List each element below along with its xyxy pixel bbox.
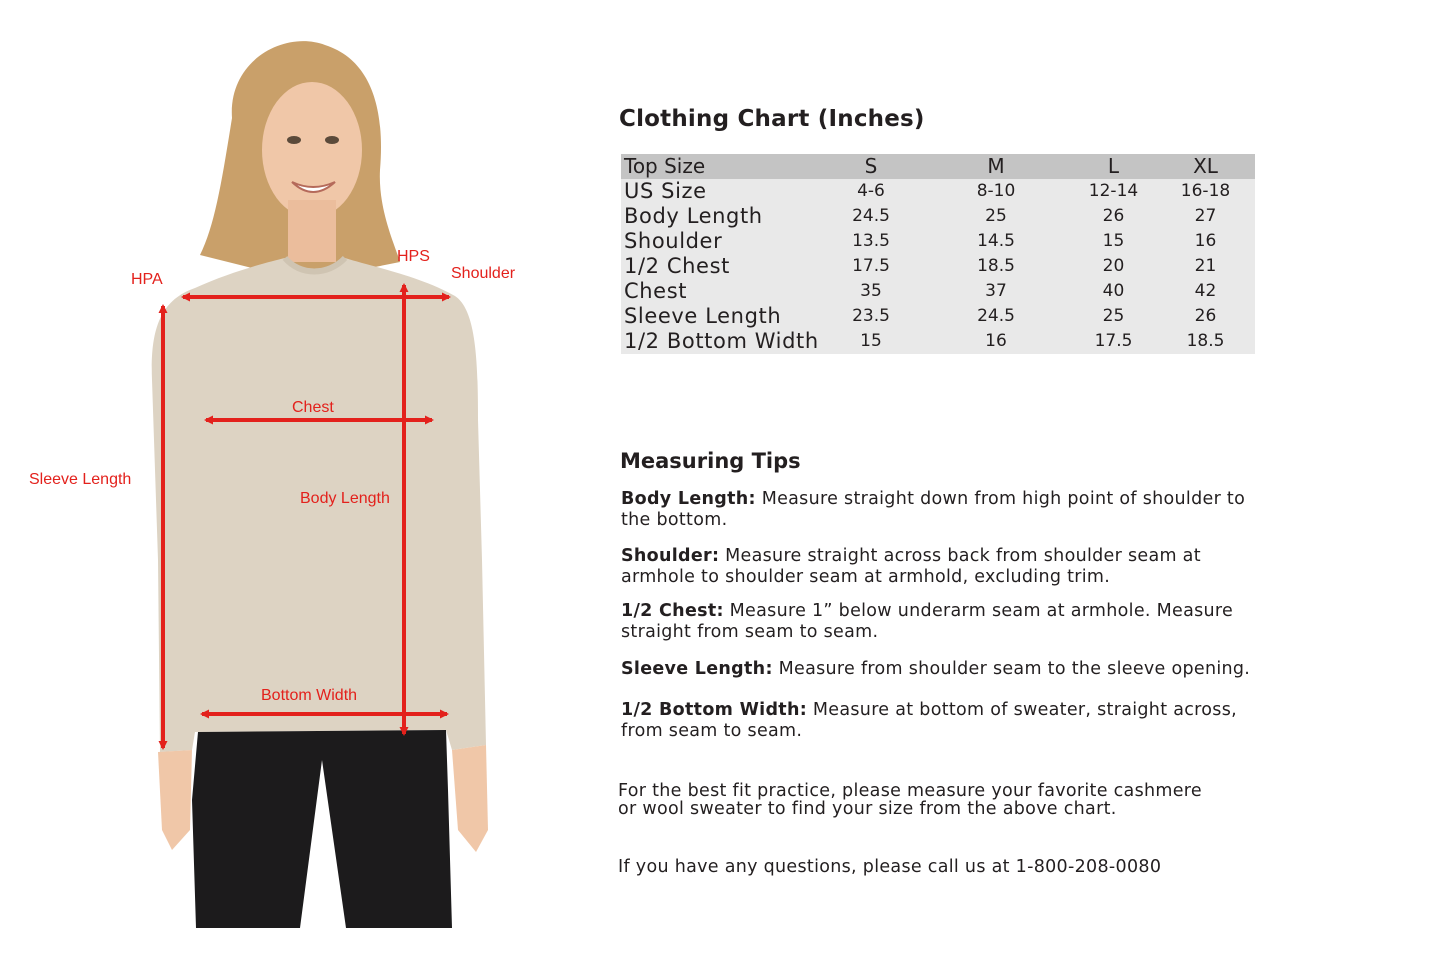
tip-body-length	[621, 489, 1251, 531]
face-shape	[262, 82, 362, 218]
table-cell: 21	[1156, 254, 1255, 279]
table-cell: 16	[921, 329, 1071, 354]
table-header-cell: L	[1071, 154, 1156, 179]
tip-term: Sleeve Length:	[621, 659, 773, 679]
chart-title: Clothing Chart (Inches)	[619, 106, 925, 132]
tip-bottom-width	[621, 700, 1251, 742]
table-row	[621, 229, 1255, 254]
table-row	[621, 204, 1255, 229]
table-header-cell: M	[921, 154, 1071, 179]
table-row-label: 1/2 Chest	[621, 254, 821, 279]
table-row-label: Chest	[621, 279, 821, 304]
tip-sleeve-length	[621, 659, 1251, 680]
tip-text: Measure from shoulder seam to the sleeve opening.	[772, 659, 1251, 679]
table-cell: 17.5	[1071, 329, 1156, 354]
table-cell: 25	[921, 204, 1071, 229]
size-table	[621, 154, 1255, 354]
table-cell: 37	[921, 279, 1071, 304]
table-row-label: Shoulder	[621, 229, 821, 254]
table-cell: 12-14	[1071, 179, 1156, 204]
table-cell: 35	[821, 279, 921, 304]
right-hand-shape	[452, 745, 488, 852]
tip-term: 1/2 Bottom Width:	[621, 700, 808, 720]
table-row-label: US Size	[621, 179, 821, 204]
table-cell: 26	[1156, 304, 1255, 329]
model-figure	[0, 0, 560, 963]
table-cell: 26	[1071, 204, 1156, 229]
table-row	[621, 179, 1255, 204]
table-cell: 17.5	[821, 254, 921, 279]
tips-title: Measuring Tips	[620, 449, 801, 473]
table-cell: 15	[1071, 229, 1156, 254]
table-row-label: Sleeve Length	[621, 304, 821, 329]
pants-shape	[192, 730, 452, 928]
table-row-label: 1/2 Bottom Width	[621, 329, 821, 354]
table-cell: 13.5	[821, 229, 921, 254]
table-cell: 42	[1156, 279, 1255, 304]
table-cell: 16-18	[1156, 179, 1255, 204]
table-cell: 15	[821, 329, 921, 354]
tip-text: Measure straight down from high point of shoulder to the bottom.	[621, 489, 1246, 530]
hps-label: HPS	[397, 248, 430, 265]
tip-text: Measure 1” below underarm seam at armhole. Measure straight from seam to seam.	[621, 601, 1234, 642]
tip-term: 1/2 Chest:	[621, 601, 724, 621]
contact-note: If you have any questions, please call us at 1-800-208-0080	[618, 857, 1162, 877]
fit-note: For the best fit practice, please measure your favorite cashmere or wool sweater to find your size from the above chart.	[618, 781, 1202, 819]
table-cell: 16	[1156, 229, 1255, 254]
table-cell: 8-10	[921, 179, 1071, 204]
hpa-label: HPA	[131, 271, 163, 288]
table-row	[621, 329, 1255, 354]
tip-half-chest	[621, 601, 1251, 643]
table-cell: 4-6	[821, 179, 921, 204]
table-header-cell: S	[821, 154, 921, 179]
table-cell: 40	[1071, 279, 1156, 304]
table-row	[621, 254, 1255, 279]
table-header-cell: Top Size	[621, 154, 821, 179]
bottom-width-label: Bottom Width	[261, 687, 358, 704]
sleeve-length-label: Sleeve Length	[29, 471, 132, 488]
table-cell: 18.5	[1156, 329, 1255, 354]
tip-text: Measure straight across back from shoulder seam at armhole to shoulder seam at armhold, excluding trim.	[621, 546, 1201, 587]
table-cell: 14.5	[921, 229, 1071, 254]
table-cell: 24.5	[821, 204, 921, 229]
tip-term: Shoulder:	[621, 546, 720, 566]
table-header-row	[621, 154, 1255, 179]
left-hand-shape	[158, 750, 192, 850]
table-cell: 24.5	[921, 304, 1071, 329]
table-header-cell: XL	[1156, 154, 1255, 179]
table-row-label: Body Length	[621, 204, 821, 229]
table-row	[621, 304, 1255, 329]
tip-text: Measure at bottom of sweater, straight across, from seam to seam.	[621, 700, 1237, 741]
table-cell: 27	[1156, 204, 1255, 229]
chest-label: Chest	[292, 399, 334, 416]
tip-term: Body Length:	[621, 489, 756, 509]
neck-shape	[288, 200, 336, 262]
table-cell: 20	[1071, 254, 1156, 279]
shoulder-label: Shoulder	[451, 265, 516, 282]
table-cell: 25	[1071, 304, 1156, 329]
tip-shoulder	[621, 546, 1251, 588]
body-length-label: Body Length	[300, 490, 390, 507]
table-cell: 18.5	[921, 254, 1071, 279]
table-row	[621, 279, 1255, 304]
table-cell: 23.5	[821, 304, 921, 329]
